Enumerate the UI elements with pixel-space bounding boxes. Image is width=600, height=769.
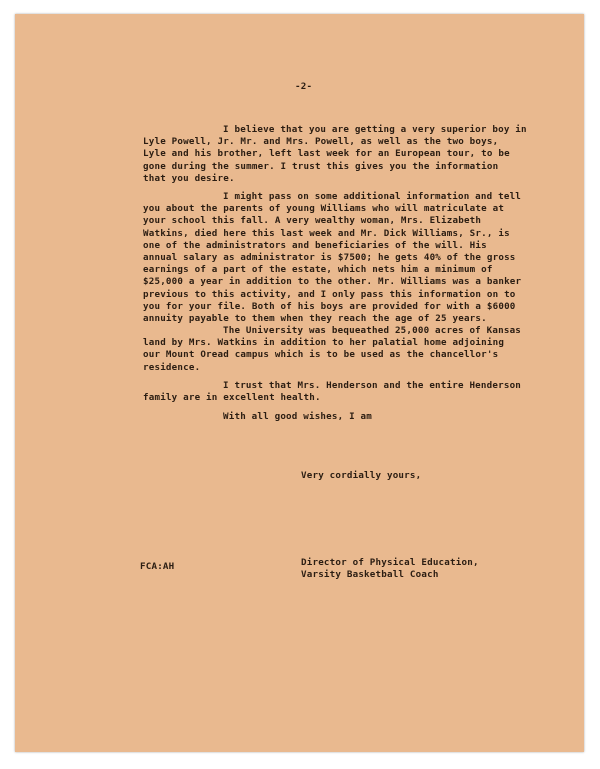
- text-line: $25,000 a year in addition to the other. Mr. Williams was a banker: [143, 276, 522, 288]
- text-line: I might pass on some additional information and tell: [223, 191, 522, 202]
- page-number: -2-: [295, 81, 313, 92]
- paragraph-4: [143, 380, 522, 404]
- text-line: Lyle and his brother, left last week for an European tour, to be: [143, 148, 510, 160]
- text-line: With all good wishes, I am: [223, 411, 373, 422]
- letter-page: [15, 14, 584, 752]
- paragraph-2: [143, 191, 522, 325]
- paragraph-3: [143, 325, 522, 374]
- text-line: you for your file. Both of his boys are provided for with a $6000: [143, 300, 516, 312]
- text-line: residence.: [143, 361, 201, 373]
- signature-block: [301, 557, 479, 581]
- paragraph-1: [143, 124, 527, 185]
- text-line: I believe that you are getting a very superior boy in: [223, 124, 527, 135]
- text-line: annuity payable to them when they reach the age of 25 years.: [143, 313, 487, 325]
- text-line: earnings of a part of the estate, which nets him a minimum of: [143, 264, 493, 276]
- text-line: your school this fall. A very wealthy woman, Mrs. Elizabeth: [143, 215, 482, 227]
- signature-line: Varsity Basketball Coach: [301, 569, 439, 581]
- text-line: that you desire.: [143, 172, 235, 184]
- text-line: previous to this activity, and I only pass this information on to: [143, 288, 516, 300]
- text-line: annual salary as administrator is $7500; he gets 40% of the gross: [143, 252, 516, 264]
- text-line: gone during the summer. I trust this gives you the information: [143, 160, 499, 172]
- paragraph-5: [143, 411, 513, 423]
- letter-closing: Very cordially yours,: [301, 470, 422, 481]
- text-line: one of the administrators and beneficiaries of the will. His: [143, 239, 487, 251]
- text-line: land by Mrs. Watkins in addition to her palatial home adjoining: [143, 337, 505, 349]
- text-line: Lyle Powell, Jr. Mr. and Mrs. Powell, as well as the two boys,: [143, 136, 499, 148]
- text-line: our Mount Oread campus which is to be used as the chancellor's: [143, 349, 499, 361]
- text-line: The University was bequeathed 25,000 acres of Kansas: [223, 325, 522, 336]
- text-line: you about the parents of young Williams who will matriculate at: [143, 203, 505, 215]
- reference-initials: FCA:AH: [140, 561, 175, 572]
- signature-line: Director of Physical Education,: [301, 557, 479, 568]
- text-line: Watkins, died here this last week and Mr. Dick Williams, Sr., is: [143, 227, 510, 239]
- text-line: I trust that Mrs. Henderson and the entire Henderson: [223, 380, 522, 391]
- text-line: family are in excellent health.: [143, 392, 321, 404]
